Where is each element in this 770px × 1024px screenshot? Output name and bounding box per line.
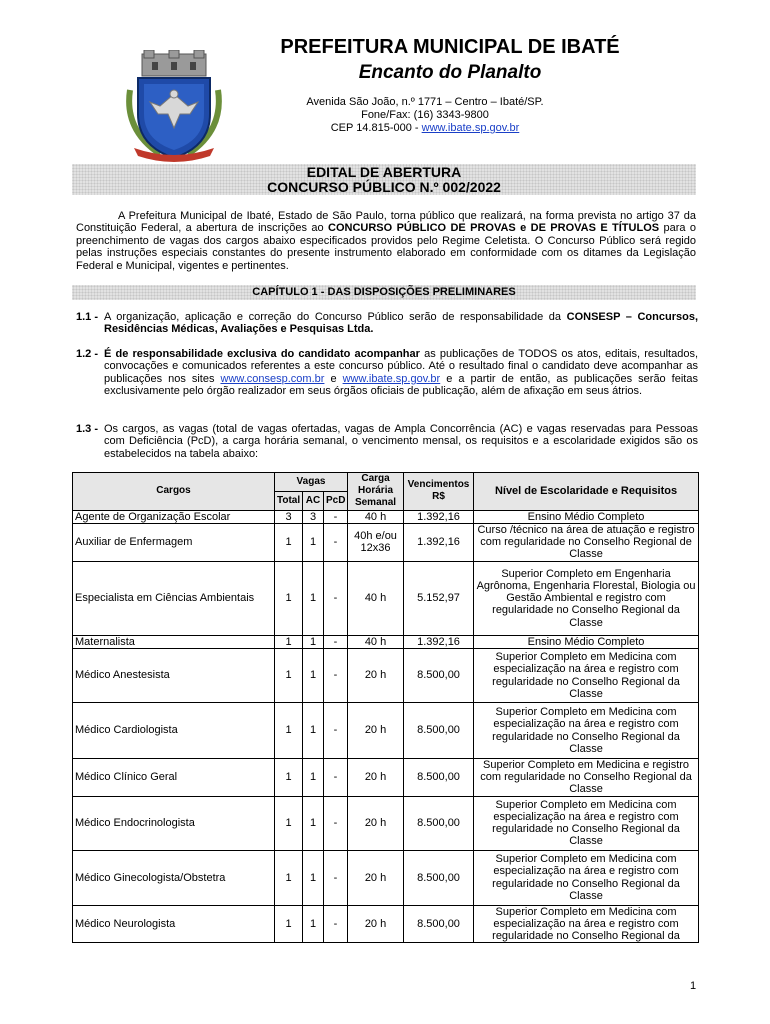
cell-vencimento: 8.500,00 xyxy=(404,905,474,943)
cep-text: CEP 14.815-000 - xyxy=(330,122,419,134)
cell-ac: 1 xyxy=(303,759,324,797)
cell-pcd: - xyxy=(324,703,348,759)
cell-ac: 1 xyxy=(303,703,324,759)
cell-pcd: - xyxy=(324,796,348,850)
intro-text-1: A Prefeitura Municipal de Ibaté, Estado de São Paulo, torna público que realizará, na forma prevista no artigo 37 da Constituição Federal, a abertura de inscrições ao xyxy=(76,210,696,235)
cell-total: 1 xyxy=(275,796,303,850)
cell-cargo: Auxiliar de Enfermagem xyxy=(73,523,275,561)
page-subtitle: Encanto do Planalto xyxy=(358,62,542,83)
table-row xyxy=(73,649,699,703)
cell-carga: 20 h xyxy=(348,759,404,797)
clause-1-3 xyxy=(76,423,698,460)
cell-requisitos: Superior Completo em Medicina com especialização na área e registro com regularidade no Conselho Regional da Classe xyxy=(474,796,699,850)
cell-vencimento: 1.392,16 xyxy=(404,635,474,648)
cell-pcd: - xyxy=(324,523,348,561)
phone-line: Fone/Fax: (16) 3343-9800 xyxy=(361,109,489,121)
clause-bold: CONSESP – Concursos, Residências Médicas, Avaliações e Pesquisas Ltda. xyxy=(104,311,699,336)
cell-requisitos: Ensino Médio Completo xyxy=(474,510,699,523)
cell-carga: 20 h xyxy=(348,703,404,759)
vacancies-table xyxy=(72,472,699,943)
cell-total: 1 xyxy=(275,850,303,905)
clause-1-1 xyxy=(76,311,698,336)
header-nivel: Nível de Escolaridade e Requisitos xyxy=(474,473,699,511)
clause-text-2: e a partir de então, as publicações serão feitas exclusivamente pelo órgão realizador em seus órgãos oficiais de publicação, além de afixação em seus átrios. xyxy=(104,372,698,398)
clause-number: 1.3 - xyxy=(76,423,99,435)
cell-total: 1 xyxy=(275,561,303,635)
cell-carga: 20 h xyxy=(348,649,404,703)
header-carga: Carga Horária Semanal xyxy=(348,473,404,511)
cell-carga: 40 h xyxy=(348,635,404,648)
edital-title-line2: CONCURSO PÚBLICO N.º 002/2022 xyxy=(267,179,501,195)
cell-carga: 40 h xyxy=(348,561,404,635)
website-link[interactable]: www.ibate.sp.gov.br xyxy=(421,122,520,134)
clause-1-2 xyxy=(76,348,698,398)
header-pcd: PcD xyxy=(324,491,348,510)
cell-requisitos: Ensino Médio Completo xyxy=(474,635,699,648)
clause-text: Os cargos, as vagas (total de vagas ofertadas, vagas de Ampla Concorrência (AC) e vagas reservadas para Pessoas com Deficiência (PcD), a carga horária semanal, o vencimento mensal, os requisitos e a escolaridade exigidos são os estabelecidos na tabela abaixo: xyxy=(104,423,698,460)
ibate-link[interactable]: www.ibate.sp.gov.br xyxy=(342,372,441,385)
cell-requisitos: Curso /técnico na área de atuação e registro com regularidade no Conselho Regional de Classe xyxy=(474,523,699,561)
intro-text-2: para o preenchimento de vagas dos cargos abaixo especificados providos pelo Regime Celetista. O Concurso Público será regido pelas instruções especiais constantes do presente instrumento elaborado em conformidade com os ditames da Legislação Federal e Municipal, vigentes e pertinentes. xyxy=(76,222,696,272)
cell-cargo: Maternalista xyxy=(73,635,275,648)
address-line: Avenida São João, n.º 1771 – Centro – Ibaté/SP. xyxy=(306,96,544,108)
cell-total: 1 xyxy=(275,523,303,561)
cell-requisitos: Superior Completo em Medicina com especialização na área e registro com regularidade no Conselho Regional da Classe xyxy=(474,703,699,759)
cell-cargo: Médico Clínico Geral xyxy=(73,759,275,797)
table-row xyxy=(73,759,699,797)
edital-title-box xyxy=(72,164,696,195)
header-vagas: Vagas xyxy=(275,473,348,492)
clause-text: as publicações de TODOS os atos, editais, resultados, convocações e comunicados referentes a este concurso público. Até o resultado final o candidato deve acompanhar as publicações nos sites xyxy=(104,348,699,385)
cell-ac: 1 xyxy=(303,523,324,561)
header-total: Total xyxy=(275,491,303,510)
cell-ac: 1 xyxy=(303,796,324,850)
cell-pcd: - xyxy=(324,759,348,797)
cell-cargo: Médico Neurologista xyxy=(73,905,275,943)
table-row xyxy=(73,635,699,648)
cell-cargo: Especialista em Ciências Ambientais xyxy=(73,561,275,635)
cell-vencimento: 1.392,16 xyxy=(404,523,474,561)
table-row xyxy=(73,561,699,635)
clause-text: A organização, aplicação e correção do Concurso Público serão de responsabilidade da xyxy=(104,311,562,323)
cell-requisitos: Superior Completo em Medicina com especialização na área e registro com regularidade no Conselho Regional da Classe xyxy=(474,649,699,703)
cell-vencimento: 8.500,00 xyxy=(404,850,474,905)
cell-cargo: Médico Anestesista xyxy=(73,649,275,703)
cell-ac: 1 xyxy=(303,561,324,635)
table-row xyxy=(73,510,699,523)
cell-pcd: - xyxy=(324,850,348,905)
cell-vencimento: 1.392,16 xyxy=(404,510,474,523)
cell-ac: 1 xyxy=(303,635,324,648)
cell-cargo: Médico Ginecologista/Obstetra xyxy=(73,850,275,905)
address-block xyxy=(270,96,580,135)
cell-pcd: - xyxy=(324,561,348,635)
municipal-coat-of-arms-icon xyxy=(120,50,228,162)
intro-bold: CONCURSO PÚBLICO DE PROVAS e DE PROVAS E TÍTULOS xyxy=(328,222,660,235)
cell-ac: 1 xyxy=(303,905,324,943)
clause-and: e xyxy=(330,372,337,385)
cell-total: 1 xyxy=(275,649,303,703)
table-row xyxy=(73,905,699,943)
edital-title-line1: EDITAL DE ABERTURA xyxy=(306,164,462,180)
cell-cargo: Agente de Organização Escolar xyxy=(73,510,275,523)
cell-pcd: - xyxy=(324,649,348,703)
cep-line xyxy=(270,122,580,135)
cell-vencimento: 5.152,97 xyxy=(404,561,474,635)
table-row xyxy=(73,523,699,561)
cell-total: 1 xyxy=(275,635,303,648)
cell-total: 3 xyxy=(275,510,303,523)
page-title: PREFEITURA MUNICIPAL DE IBATÉ xyxy=(280,36,620,58)
cell-total: 1 xyxy=(275,905,303,943)
cell-requisitos: Superior Completo em Medicina e registro com regularidade no Conselho Regional da Classe xyxy=(474,759,699,797)
table-row xyxy=(73,796,699,850)
cell-ac: 3 xyxy=(303,510,324,523)
cell-ac: 1 xyxy=(303,649,324,703)
cell-pcd: - xyxy=(324,905,348,943)
cell-cargo: Médico Endocrinologista xyxy=(73,796,275,850)
table-row xyxy=(73,703,699,759)
table-row xyxy=(73,850,699,905)
cell-requisitos: Superior Completo em Medicina com especialização na área e registro com regularidade no Conselho Regional da xyxy=(474,905,699,943)
cell-total: 1 xyxy=(275,703,303,759)
cell-carga: 20 h xyxy=(348,905,404,943)
consesp-link[interactable]: www.consesp.com.br xyxy=(220,372,325,385)
header-ac: AC xyxy=(303,491,324,510)
cell-pcd: - xyxy=(324,510,348,523)
cell-vencimento: 8.500,00 xyxy=(404,649,474,703)
chapter-heading: CAPÍTULO 1 - DAS DISPOSIÇÕES PRELIMINARES xyxy=(72,285,696,300)
cell-pcd: - xyxy=(324,635,348,648)
intro-paragraph xyxy=(76,210,696,272)
cell-cargo: Médico Cardiologista xyxy=(73,703,275,759)
clause-number: 1.1 - xyxy=(76,311,99,323)
cell-carga: 20 h xyxy=(348,796,404,850)
cell-vencimento: 8.500,00 xyxy=(404,703,474,759)
cell-ac: 1 xyxy=(303,850,324,905)
clause-number: 1.2 - xyxy=(76,348,99,360)
page-number: 1 xyxy=(690,980,697,992)
cell-vencimento: 8.500,00 xyxy=(404,759,474,797)
clause-bold: É de responsabilidade exclusiva do candidato acompanhar xyxy=(104,348,420,360)
header-cargos: Cargos xyxy=(73,473,275,511)
cell-carga: 20 h xyxy=(348,850,404,905)
cell-requisitos: Superior Completo em Engenharia Agrônoma, Engenharia Florestal, Biologia ou Gestão Ambiental e registro com regularidade no Conselho Regional da Classe xyxy=(474,561,699,635)
cell-requisitos: Superior Completo em Medicina com especialização na área e registro com regularidade no Conselho Regional da Classe xyxy=(474,850,699,905)
cell-carga: 40 h xyxy=(348,510,404,523)
cell-carga: 40h e/ou 12x36 xyxy=(348,523,404,561)
header-vencimentos: Vencimentos R$ xyxy=(404,473,474,511)
cell-vencimento: 8.500,00 xyxy=(404,796,474,850)
cell-total: 1 xyxy=(275,759,303,797)
